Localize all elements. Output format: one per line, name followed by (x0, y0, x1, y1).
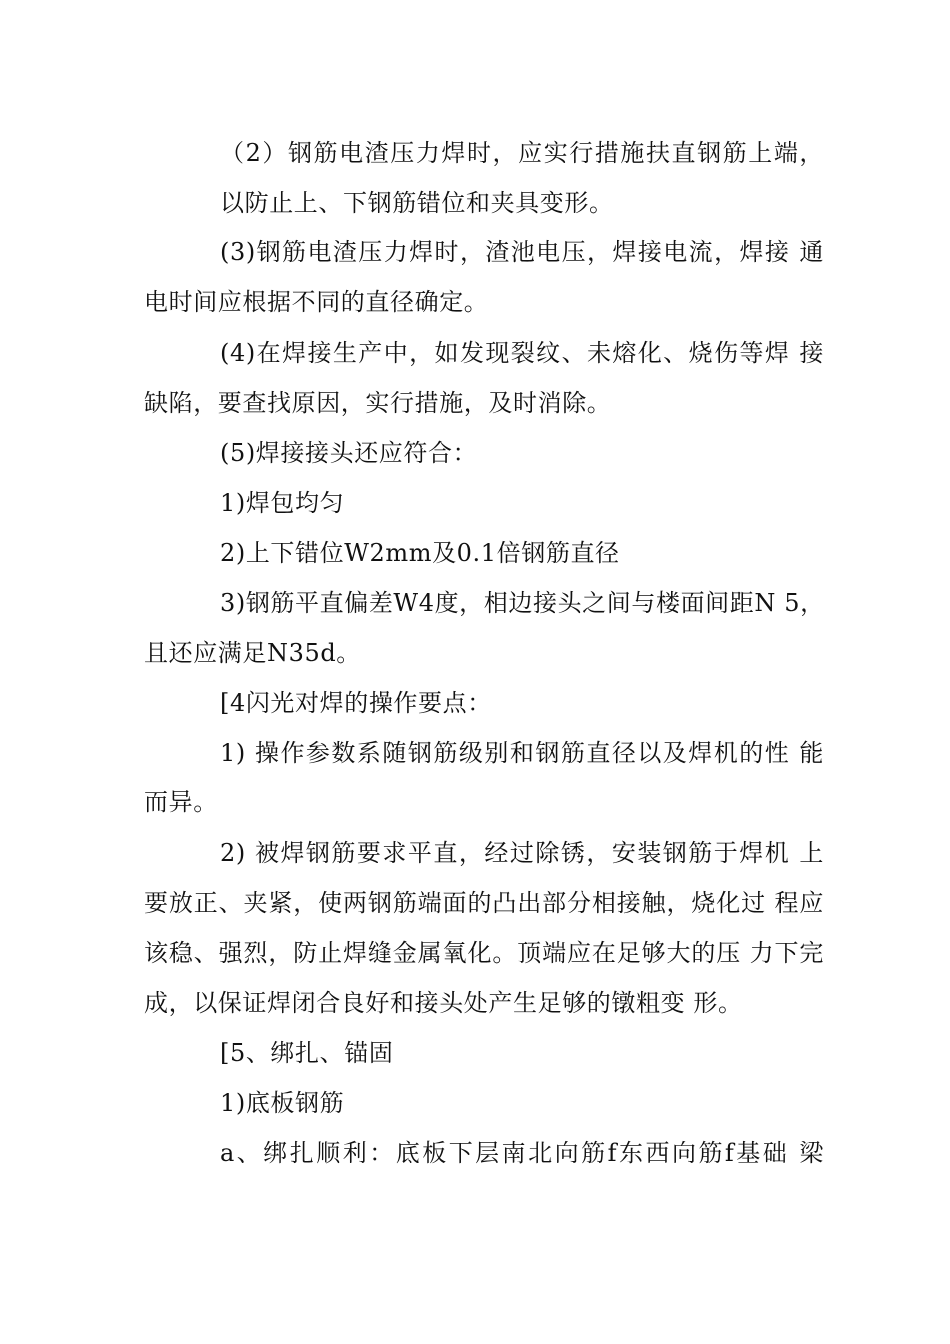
text-line: [4闪光对焊的操作要点： (220, 689, 492, 717)
text-line: [5、绑扎、锚固 (220, 1039, 394, 1067)
text-line: 该稳、强烈，防止焊缝金属氧化。顶端应在足够大的压 力下完 (144, 939, 824, 967)
text-line: 而异。 (144, 788, 218, 816)
text-line: （2）钢筋电渣压力焊时，应实行措施扶直钢筋上端， (220, 139, 824, 167)
text-line: 1)底板钢筋 (220, 1089, 345, 1117)
text-line: 要放正、夹紧，使两钢筋端面的凸出部分相接触，烧化过 程应 (144, 889, 824, 917)
text-line: (3)钢筋电渣压力焊时，渣池电压，焊接电流，焊接 通 (220, 238, 824, 266)
text-line: 1) 操作参数系随钢筋级别和钢筋直径以及焊机的性 能 (220, 739, 824, 767)
text-line: 缺陷，要查找原因，实行措施，及时消除。 (144, 389, 612, 417)
text-line: 2) 被焊钢筋要求平直，经过除锈，安装钢筋于焊机 上 (220, 839, 824, 867)
text-line: 且还应满足N35d。 (144, 639, 361, 667)
text-line: 2)上下错位W2mm及0.1倍钢筋直径 (220, 539, 620, 567)
text-line: 电时间应根据不同的直径确定。 (144, 288, 489, 316)
text-line: (4)在焊接生产中，如发现裂纹、未熔化、烧伤等焊 接 (220, 339, 824, 367)
text-line: a、绑扎顺利：底板下层南北向筋f东西向筋f基础 梁 (220, 1139, 824, 1167)
text-line: 3)钢筋平直偏差W4度，相边接头之间与楼面间距N 5， (220, 589, 825, 617)
text-line: 以防止上、下钢筋错位和夹具变形。 (220, 189, 614, 217)
text-line: (5)焊接接头还应符合： (220, 439, 478, 467)
text-line: 成，以保证焊闭合良好和接头处产生足够的镦粗变 形。 (144, 989, 743, 1017)
text-line: 1)焊包均匀 (220, 489, 345, 517)
